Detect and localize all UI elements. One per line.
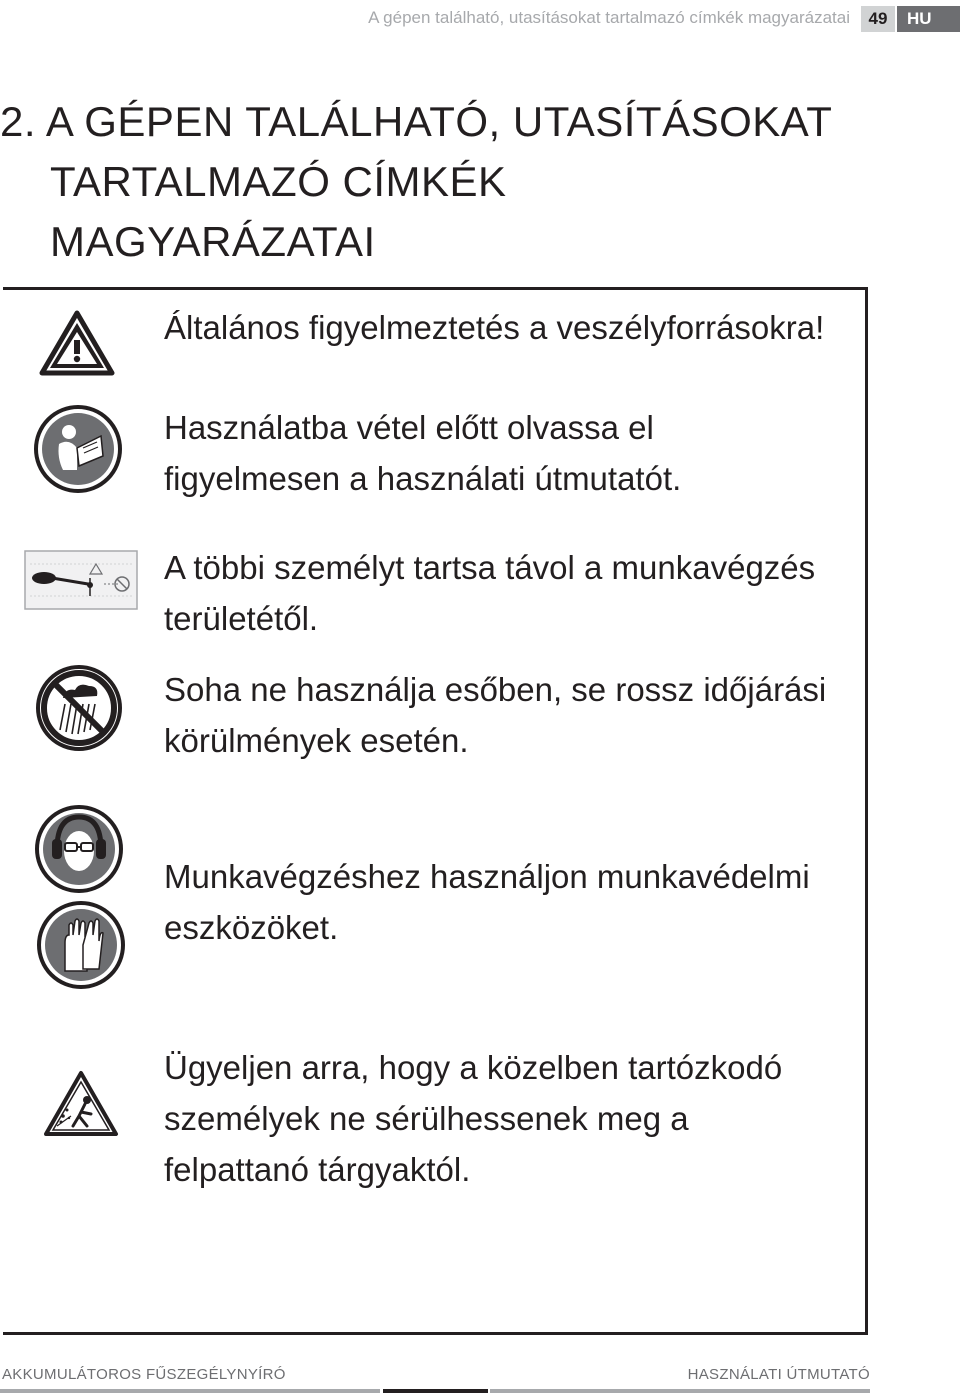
footer-product-name: AKKUMULÁTOROS FŰSZEGÉLYNYÍRÓ <box>2 1366 286 1383</box>
flying-objects-icon <box>43 1070 119 1138</box>
label-text-line: Munkavégzéshez használjon munkavédelmi <box>164 858 810 895</box>
read-manual-icon <box>33 404 123 494</box>
label-text-line: Használatba vétel előtt olvassa el <box>164 409 654 446</box>
label-text-line: figyelmesen a használati útmutatót. <box>164 460 682 497</box>
language-badge: HU <box>897 6 960 32</box>
label-text-line: területétől. <box>164 600 319 637</box>
running-title: A gépen található, utasításokat tartalmazó címkék magyarázatai <box>368 8 850 27</box>
footer-document-type: HASZNÁLATI ÚTMUTATÓ <box>687 1366 870 1383</box>
ear-eye-protection-icon <box>37 807 121 891</box>
label-text-line: személyek ne sérülhessenek meg a <box>164 1100 689 1137</box>
chapter-title-line: TARTALMAZÓ CÍMKÉK <box>50 158 507 205</box>
label-text-line: körülmények esetén. <box>164 722 469 759</box>
chapter-title-line: 2. A GÉPEN TALÁLHATÓ, UTASÍTÁSOKAT <box>0 98 833 145</box>
warning-triangle-icon <box>39 310 115 376</box>
label-text-line: Általános figyelmeztetés a veszélyforrásokra! <box>164 309 825 346</box>
page-number: 49 <box>861 6 895 32</box>
label-text-line: eszközöket. <box>164 909 339 946</box>
protective-equipment-icon <box>35 805 127 995</box>
label-explanations-box <box>3 287 868 1335</box>
chapter-title-line: MAGYARÁZATAI <box>50 218 376 265</box>
keep-distance-icon <box>24 550 138 610</box>
footer-rule-segment <box>490 1389 870 1393</box>
gloves-icon <box>39 903 123 987</box>
chapter-title <box>0 92 880 272</box>
label-text-line: A többi személyt tartsa távol a munkavégzés <box>164 549 816 586</box>
label-text-line: felpattanó tárgyaktól. <box>164 1151 471 1188</box>
no-rain-icon <box>35 664 123 752</box>
footer-rule <box>0 1389 870 1393</box>
label-text-line: Soha ne használja esőben, se rossz időjárási <box>164 671 827 708</box>
footer-rule-segment <box>383 1389 488 1393</box>
footer-rule-segment <box>0 1389 380 1393</box>
label-text-line: Ügyeljen arra, hogy a közelben tartózkodó <box>164 1049 783 1086</box>
running-header <box>0 6 960 32</box>
